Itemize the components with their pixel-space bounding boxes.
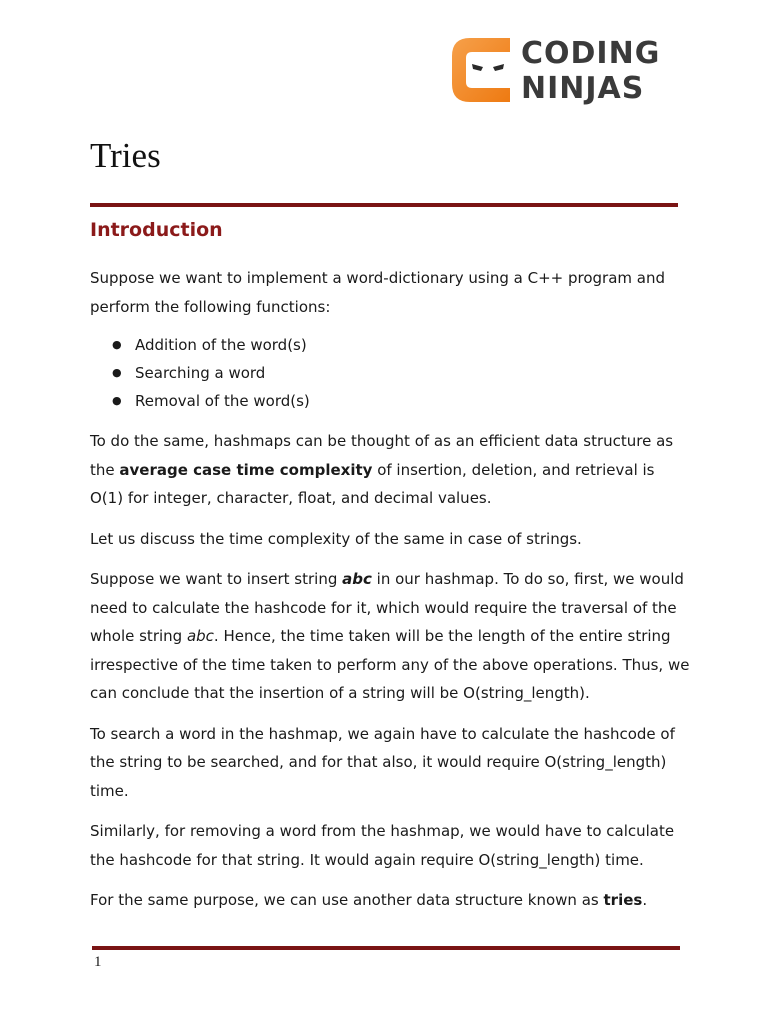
text-span: . Hence, the time taken will be the length of the entire string irrespective of the time taken to perform any of the above operations. Thus, we can conclude that the insertion of a string will be O(string_length). [90,627,690,702]
list-item: ● Searching a word [135,359,690,387]
paragraph-5: To search a word in the hashmap, we again have to calculate the hashcode of the string to be searched, and for that also, it would require O(string_length) time. [90,724,675,800]
list-item: ● Addition of the word(s) [135,331,690,359]
paragraph-2 [90,427,690,513]
footer-divider [92,946,680,950]
text-span: Suppose we want to insert string [90,570,343,588]
text-span: To do the same, hashmaps can be thought of as an efficient data structure as the [90,432,674,479]
italic-term: abc [186,627,214,645]
text-span: of insertion, deletion, and retrieval is O(1) for integer, character, float, and decimal values. [90,460,655,507]
paragraph-3: Let us discuss the time complexity of the same in case of strings. [90,529,582,548]
title-divider [90,203,678,207]
logo-wordmark [521,36,660,106]
page-title: Tries [90,136,161,175]
document-body [90,264,690,927]
logo-line-2: NINJAS [521,71,645,106]
text-span: . [642,891,648,909]
page-number: 1 [94,954,102,970]
paragraph-6: Similarly, for removing a word from the hashmap, we would have to calculate the hashcode for that string. It would again require O(string_length) time. [90,822,675,869]
bold-italic-term: abc [342,570,372,588]
logo-line-1: CODING [521,36,661,71]
bold-term: tries [603,891,643,909]
bold-term: average case time complexity [119,460,373,479]
text-span: in our hashmap. To do so, first, we would need to calculate the hashcode for it, which would require the traversal of the whole string [90,570,684,645]
coding-ninjas-logo [452,36,672,108]
paragraph-7 [90,886,690,915]
function-list [90,331,690,415]
list-item: ● Removal of the word(s) [135,387,690,415]
paragraph-4 [90,565,690,708]
section-heading: Introduction [90,219,223,241]
text-span: For the same purpose, we can use another data structure known as [90,891,604,909]
paragraph-1: Suppose we want to implement a word-dictionary using a C++ program and perform the following functions: [90,269,666,316]
ninja-logo-icon [452,38,512,104]
